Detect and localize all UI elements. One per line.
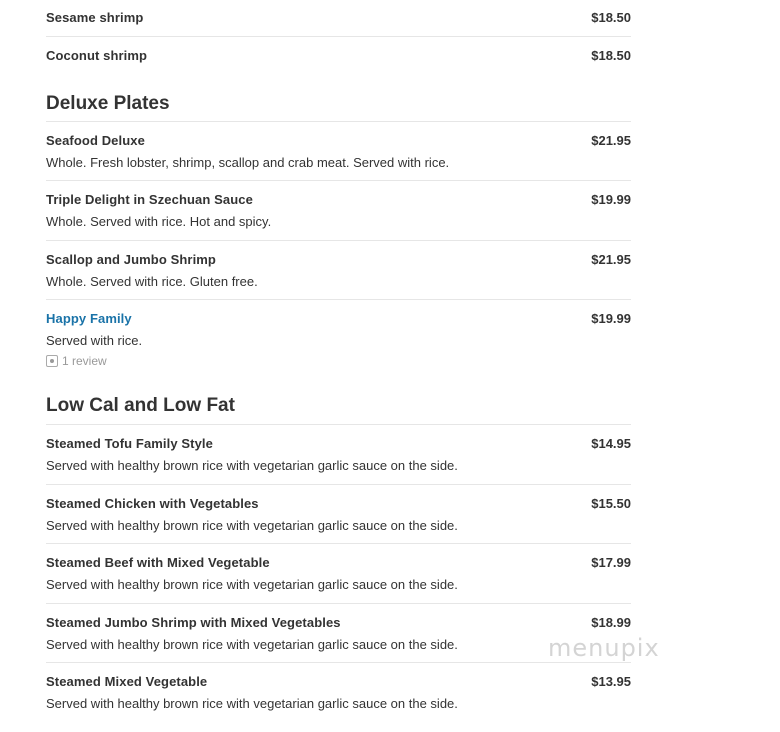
- item-price: $18.99: [591, 615, 631, 630]
- item-price: $15.50: [591, 496, 631, 511]
- item-name: Steamed Jumbo Shrimp with Mixed Vegetables: [46, 615, 341, 630]
- menu-item: [46, 425, 631, 485]
- menu-item: [46, 0, 631, 37]
- menu-item: [46, 241, 631, 300]
- item-name: Triple Delight in Szechuan Sauce: [46, 192, 253, 207]
- menu: [46, 0, 631, 723]
- item-description: Whole. Served with rice. Gluten free.: [46, 274, 258, 289]
- section-title: Deluxe Plates: [46, 75, 631, 122]
- menu-item: [46, 300, 631, 380]
- section-shrimp: [46, 0, 631, 75]
- item-price: $18.50: [591, 48, 631, 63]
- item-price: $18.50: [591, 10, 631, 25]
- review-link[interactable]: [46, 354, 631, 368]
- menu-item: [46, 181, 631, 241]
- item-name: Coconut shrimp: [46, 48, 148, 63]
- item-name: Steamed Chicken with Vegetables: [46, 496, 259, 511]
- item-price: $13.95: [591, 674, 631, 689]
- menu-item: [46, 122, 631, 181]
- item-name: Steamed Tofu Family Style: [46, 436, 213, 451]
- item-name: Steamed Beef with Mixed Vegetable: [46, 555, 270, 570]
- section-deluxe-plates: [46, 75, 631, 380]
- section-title: Low Cal and Low Fat: [46, 380, 631, 425]
- item-price: $19.99: [591, 192, 631, 207]
- item-description: Served with healthy brown rice with vegetarian garlic sauce on the side.: [46, 518, 458, 533]
- item-price: $14.95: [591, 436, 631, 451]
- item-name: Seafood Deluxe: [46, 133, 145, 148]
- item-price: $19.99: [591, 311, 631, 326]
- menu-item: [46, 604, 631, 663]
- item-description: Served with rice.: [46, 333, 143, 348]
- item-description: Served with healthy brown rice with vegetarian garlic sauce on the side.: [46, 577, 458, 592]
- item-description: Whole. Served with rice. Hot and spicy.: [46, 214, 272, 229]
- item-name: Sesame shrimp: [46, 10, 144, 25]
- section-low-cal: [46, 380, 631, 723]
- item-description: Whole. Fresh lobster, shrimp, scallop and crab meat. Served with rice.: [46, 155, 450, 170]
- item-name-link[interactable]: Happy Family: [46, 311, 132, 326]
- item-price: $17.99: [591, 555, 631, 570]
- item-name: Scallop and Jumbo Shrimp: [46, 252, 216, 267]
- menu-item: [46, 544, 631, 604]
- watermark: menupix: [548, 634, 660, 662]
- item-price: $21.95: [591, 252, 631, 267]
- item-price: $21.95: [591, 133, 631, 148]
- item-description: Served with healthy brown rice with vegetarian garlic sauce on the side.: [46, 696, 458, 711]
- review-count: 1 review: [62, 354, 107, 368]
- menu-item: [46, 485, 631, 544]
- item-description: Served with healthy brown rice with vegetarian garlic sauce on the side.: [46, 458, 458, 473]
- menu-item: [46, 37, 631, 75]
- item-description: Served with healthy brown rice with vegetarian garlic sauce on the side.: [46, 637, 458, 652]
- review-icon: [46, 355, 58, 367]
- menu-item: [46, 663, 631, 723]
- item-name: Steamed Mixed Vegetable: [46, 674, 208, 689]
